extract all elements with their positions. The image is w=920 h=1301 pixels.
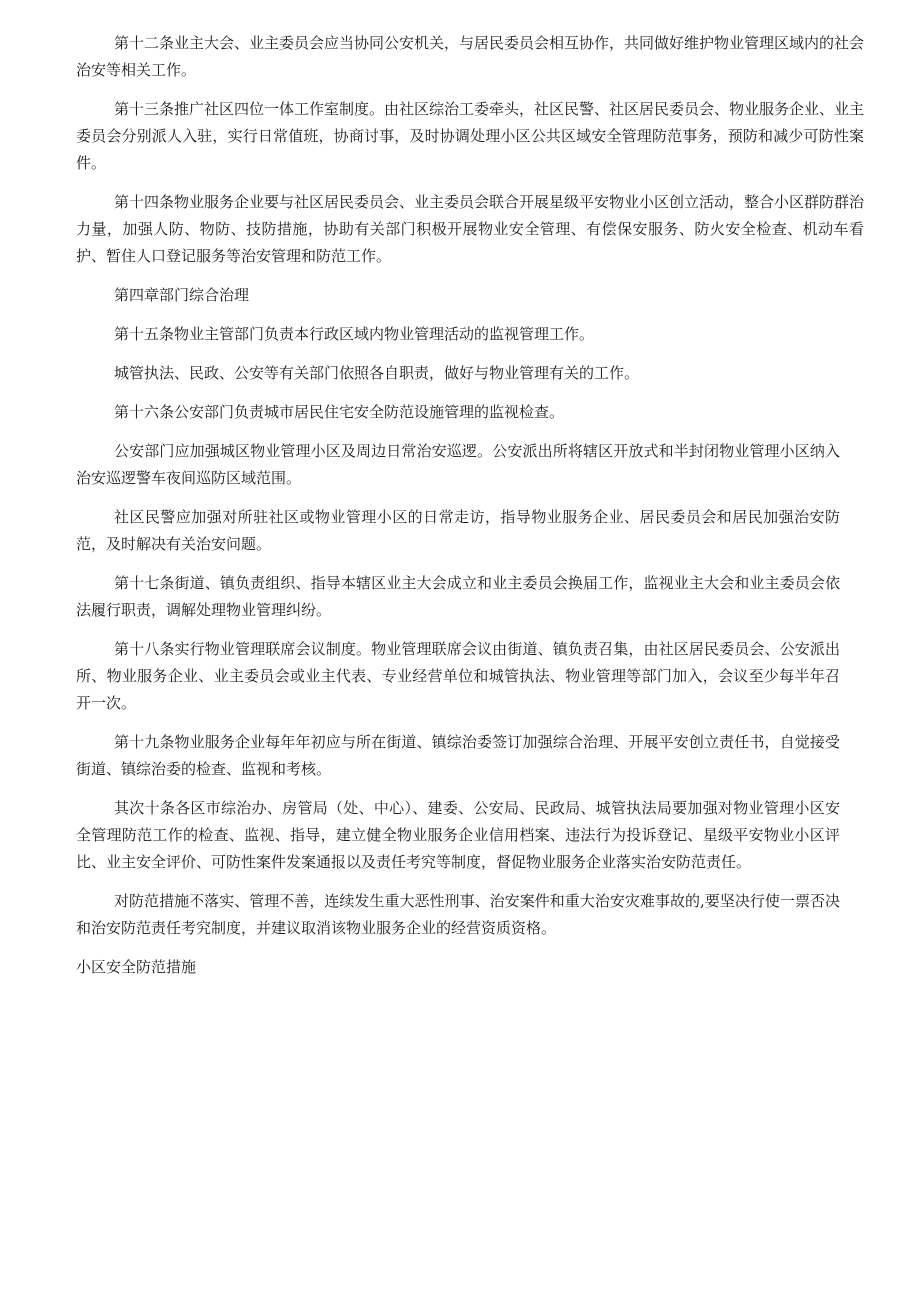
chapter-4-heading: 第四章部门综合治理: [114, 286, 250, 304]
paragraph-article-15-cont: 城管执法、民政、公安等有关部门依照各自职责，做好与物业管理有关的工作。: [114, 364, 640, 382]
paragraph-article-16-patrol: 公安部门应加强城区物业管理小区及周边日常治安巡逻。公安派出所将辖区开放式和半封闭物业管理小区纳入治安巡逻警车夜间巡防区域范围。: [76, 442, 840, 487]
paragraph-article-17: 第十七条街道、镇负责组织、指导本辖区业主大会成立和业主委员会换届工作，监视业主大会和业主委员会依法履行职责，调解处理物业管理纠纷。: [76, 574, 840, 619]
paragraph-article-16-police: 社区民警应加强对所驻社区或物业管理小区的日常走访，指导物业服务企业、居民委员会和居民加强治安防范，及时解决有关治安问题。: [76, 508, 840, 553]
paragraph-article-18: 第十八条实行物业管理联席会议制度。物业管理联席会议由街道、镇负责召集，由社区居民委员会、公安派出所、物业服务企业、业主委员会或业主代表、专业经营单位和城管执法、物业管理等部门加入，会议至少每半年召开一次。: [76, 640, 840, 712]
paragraph-article-14: 第十四条物业服务企业要与社区居民委员会、业主委员会联合开展星级平安物业小区创立活动，整合小区群防群治力量，加强人防、物防、技防措施，协助有关部门积极开展物业安全管理、有偿保安服务、防火安全检查、机动车看护、暂住人口登记服务等治安管理和防范工作。: [76, 193, 865, 265]
paragraph-article-12: 第十二条业主大会、业主委员会应当协同公安机关，与居民委员会相互协作，共同做好维护物业管理区域内的社会治安等相关工作。: [76, 34, 865, 79]
paragraph-article-20: 其次十条各区市综治办、房管局（处、中心）、建委、公安局、民政局、城管执法局要加强对物业管理小区安全管理防范工作的检查、监视、指导，建立健全物业服务企业信用档案、违法行为投诉登记、星级平安物业小区评比、业主安全评价、可防性案件发案通报以及责任考究等制度，督促物业服务企业落实治安防范责任。: [76, 799, 840, 871]
paragraph-article-16: 第十六条公安部门负责城市居民住宅安全防范设施管理的监视检查。: [114, 403, 565, 421]
paragraph-article-19: 第十九条物业服务企业每年年初应与所在街道、镇综治委签订加强综合治理、开展平安创立责任书，自觉接受街道、镇综治委的检查、监视和考核。: [76, 733, 840, 778]
paragraph-article-15: 第十五条物业主管部门负责本行政区域内物业管理活动的监视管理工作。: [114, 325, 595, 343]
section-heading-security-measures: 小区安全防范措施: [76, 958, 197, 976]
paragraph-article-20-veto: 对防范措施不落实、管理不善，连续发生重大恶性刑事、治安案件和重大治安灾难事故的,要坚决行使一票否决和治安防范责任考究制度，并建议取消该物业服务企业的经营资质资格。: [76, 892, 840, 937]
paragraph-article-13: 第十三条推广社区四位一体工作室制度。由社区综治工委牵头，社区民警、社区居民委员会、物业服务企业、业主委员会分别派人入驻，实行日常值班，协商讨事，及时协调处理小区公共区域安全管理防范事务，预防和减少可防性案件。: [76, 100, 865, 172]
